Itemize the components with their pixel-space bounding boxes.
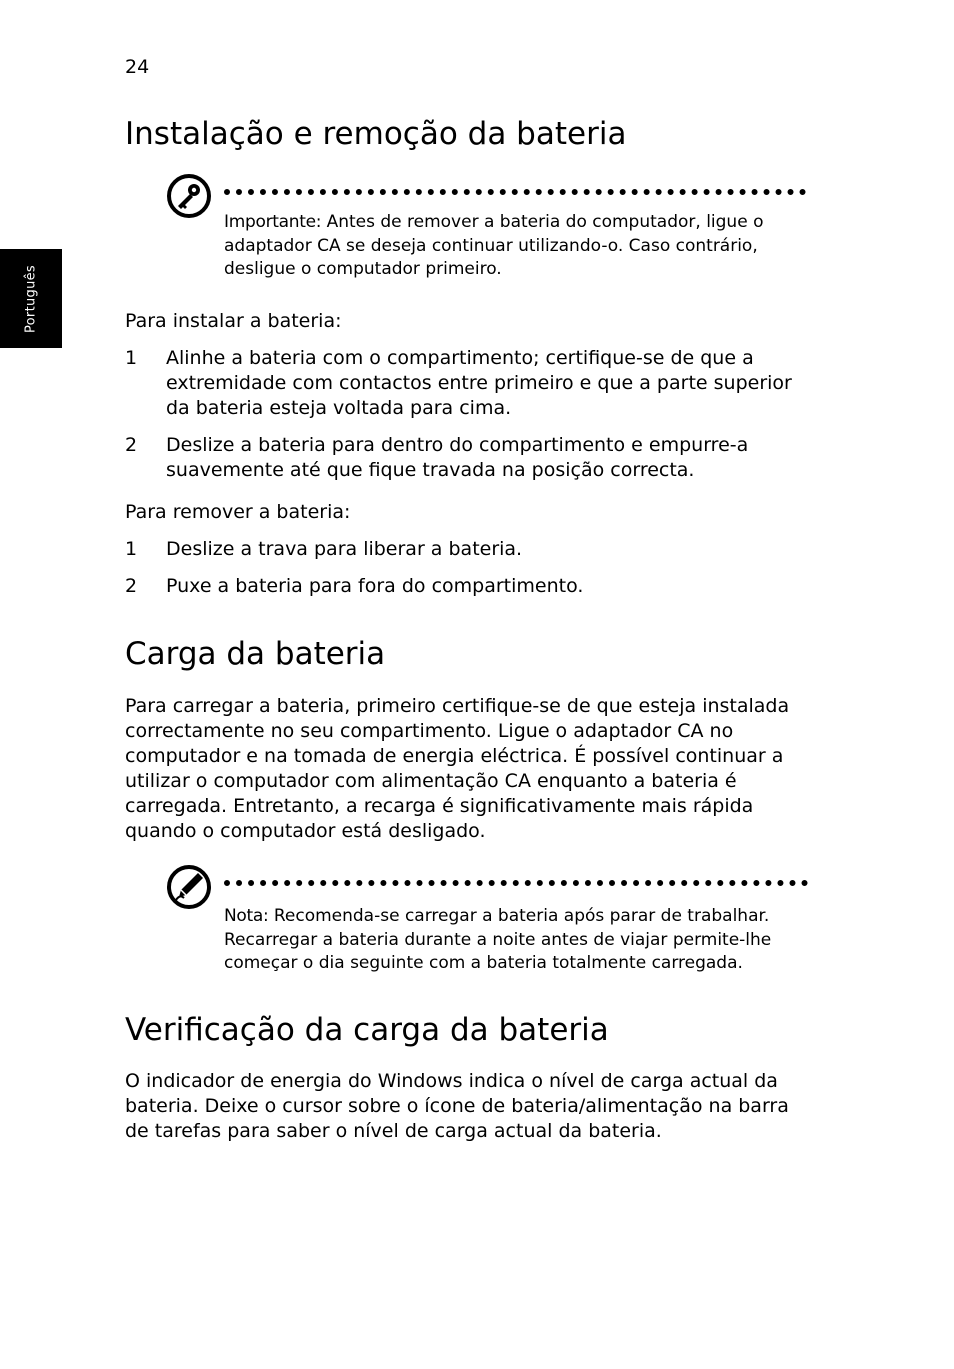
nota-note-line: começar o dia seguinte com a bateria totalmente carregada. xyxy=(224,953,743,973)
list-text xyxy=(166,346,792,421)
list-line: Deslize a bateria para dentro do compartimento e empurre-a xyxy=(166,434,749,456)
language-side-tab-label: Português xyxy=(23,265,39,333)
charge-paragraph xyxy=(125,694,789,844)
list-text xyxy=(166,433,748,483)
paragraph-line: Para carregar a bateria, primeiro certifique-se de que esteja instalada xyxy=(125,695,790,717)
section-title-install: Instalação e remoção da bateria xyxy=(125,116,627,152)
nota-note-line xyxy=(224,905,771,929)
section-title-check: Verificação da carga da bateria xyxy=(125,1012,609,1048)
note-divider xyxy=(224,189,806,195)
paragraph-line: utilizar o computador com alimentação CA enquanto a bateria é xyxy=(125,770,737,792)
list-number: 1 xyxy=(125,347,138,369)
list-item xyxy=(125,537,825,562)
important-note-line: desligue o computador primeiro. xyxy=(224,259,502,279)
page-number: 24 xyxy=(125,56,150,78)
list-line: extremidade com contactos entre primeiro e que a parte superior xyxy=(166,372,792,394)
list-text xyxy=(166,574,583,599)
install-intro: Para instalar a bateria: xyxy=(125,310,342,332)
list-number: 2 xyxy=(125,575,138,597)
list-item xyxy=(125,346,825,421)
remove-intro: Para remover a bateria: xyxy=(125,501,351,523)
key-icon xyxy=(166,173,212,219)
paragraph-line: quando o computador está desligado. xyxy=(125,820,486,842)
language-side-tab xyxy=(0,249,62,348)
note-divider xyxy=(224,880,808,886)
section-title-charge: Carga da bateria xyxy=(125,636,386,672)
list-line: da bateria esteja voltada para cima. xyxy=(166,397,512,419)
list-number: 1 xyxy=(125,538,138,560)
paragraph-line: computador e na tomada de energia eléctrica. É possível continuar a xyxy=(125,745,784,767)
paragraph-line: O indicador de energia do Windows indica o nível de carga actual da xyxy=(125,1070,778,1092)
nota-note xyxy=(224,905,771,976)
paragraph-line: de tarefas para saber o nível de carga actual da bateria. xyxy=(125,1120,662,1142)
paragraph-line: bateria. Deixe o cursor sobre o ícone de bateria/alimentação na barra xyxy=(125,1095,789,1117)
list-number: 2 xyxy=(125,434,138,456)
nota-label: Nota: xyxy=(224,906,269,926)
paragraph-line: carregada. Entretanto, a recarga é significativamente mais rápida xyxy=(125,795,754,817)
list-item xyxy=(125,574,825,599)
list-line: suavemente até que fique travada na posição correcta. xyxy=(166,459,695,481)
check-paragraph xyxy=(125,1069,789,1144)
list-line: Alinhe a bateria com o compartimento; certifique-se de que a xyxy=(166,347,754,369)
note-pen-icon xyxy=(166,864,212,910)
list-item xyxy=(125,433,825,483)
paragraph-line: correctamente no seu compartimento. Ligue o adaptador CA no xyxy=(125,720,734,742)
important-note-text: Antes de remover a bateria do computador, ligue o xyxy=(321,212,764,232)
list-text xyxy=(166,537,522,562)
important-label: Importante: xyxy=(224,212,322,232)
important-note xyxy=(224,211,763,282)
nota-note-line: Recarregar a bateria durante a noite antes de viajar permite-lhe xyxy=(224,929,772,950)
nota-note-text: Recomenda-se carregar a bateria após parar de trabalhar. xyxy=(268,906,770,926)
list-line: Deslize a trava para liberar a bateria. xyxy=(166,538,523,560)
important-note-line: adaptador CA se deseja continuar utilizando-o. Caso contrário, xyxy=(224,235,758,256)
list-line: Puxe a bateria para fora do compartimento. xyxy=(166,575,584,597)
important-note-line xyxy=(224,211,763,235)
